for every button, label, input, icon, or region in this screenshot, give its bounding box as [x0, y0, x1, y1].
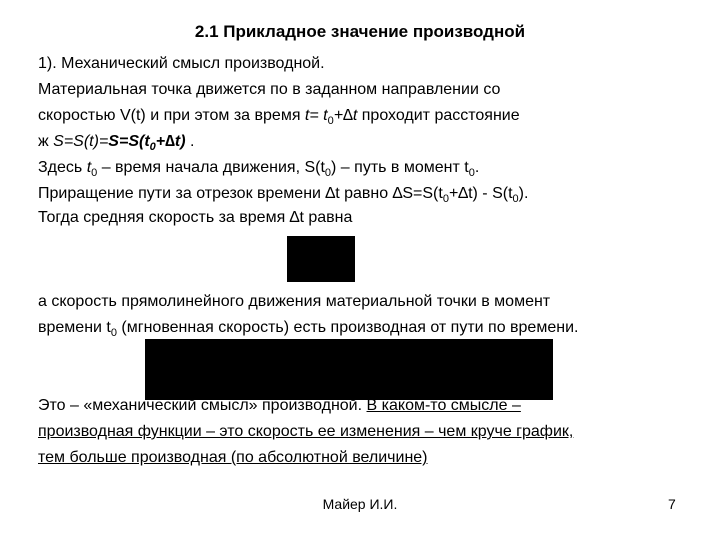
subscript: 0 [468, 167, 475, 180]
formula-image-average-speed [287, 236, 355, 282]
line-text: скоростью V(t) и при этом за время [38, 107, 305, 124]
formula-part: S=S(t)= [53, 133, 109, 150]
page-number: 7 [668, 496, 676, 512]
formula-image-instant-speed [145, 339, 553, 400]
line-text: Это – «механический смысл» производной. [38, 397, 367, 414]
line-text: а скорость прямолинейного движения материальной точки в момент [38, 293, 551, 310]
paragraph-line-4 [38, 130, 194, 159]
line-text: . [185, 133, 195, 150]
line-text: ж [38, 133, 54, 150]
paragraph-line-5 [38, 156, 479, 185]
line-text: 1). Механический смысл производной. [38, 55, 325, 72]
underlined-text: тем больше производная (по абсолютной величине) [38, 449, 428, 466]
subscript: 0 [324, 167, 332, 180]
paragraph-line-2 [38, 78, 500, 102]
paragraph-line-8 [38, 290, 550, 314]
paragraph-line-7 [38, 206, 352, 230]
line-text: времени t [38, 319, 111, 336]
formula-part: +∆t [333, 107, 358, 124]
subscript: 0 [512, 193, 519, 206]
subscript: 0 [327, 115, 334, 128]
underlined-text: производная функции – это скорость ее изменения – чем круче график, [38, 423, 574, 440]
line-text: . [474, 159, 480, 176]
line-text: проходит расстояние [357, 107, 520, 124]
footer-author: Майер И.И. [322, 496, 398, 512]
line-text: ) – путь в момент t [331, 159, 469, 176]
line-text: – время начала движения, S(t [97, 159, 325, 176]
line-text: Здесь [38, 159, 87, 176]
formula-bold: S=S(t [108, 133, 150, 150]
formula-part: t= t [304, 107, 328, 124]
subscript: 0 [442, 193, 449, 206]
subscript: 0 [91, 167, 98, 180]
paragraph-line-12 [38, 446, 428, 470]
paragraph-line-3 [38, 104, 520, 133]
subscript: 0 [149, 141, 156, 154]
line-text: +∆t) - S(t [448, 185, 513, 202]
subscript: 0 [110, 327, 117, 340]
line-text: Тогда средняя скорость за время ∆t равна [38, 209, 353, 226]
line-text: Материальная точка движется по в заданном направлении со [38, 81, 501, 98]
paragraph-line-10 [38, 394, 521, 418]
line-text: ). [518, 185, 529, 202]
underlined-text: В каком-то смысле – [366, 397, 521, 414]
formula-bold: +∆t) [155, 133, 186, 150]
line-text: (мгновенная скорость) есть производная от пути по времени. [116, 319, 579, 336]
formula-part: t [86, 159, 92, 176]
line-text: Приращение пути за отрезок времени ∆t равно ∆S=S(t [38, 185, 443, 202]
paragraph-line-11 [38, 420, 573, 444]
paragraph-line-1 [38, 52, 325, 76]
slide-title: 2.1 Прикладное значение производной [194, 22, 526, 41]
